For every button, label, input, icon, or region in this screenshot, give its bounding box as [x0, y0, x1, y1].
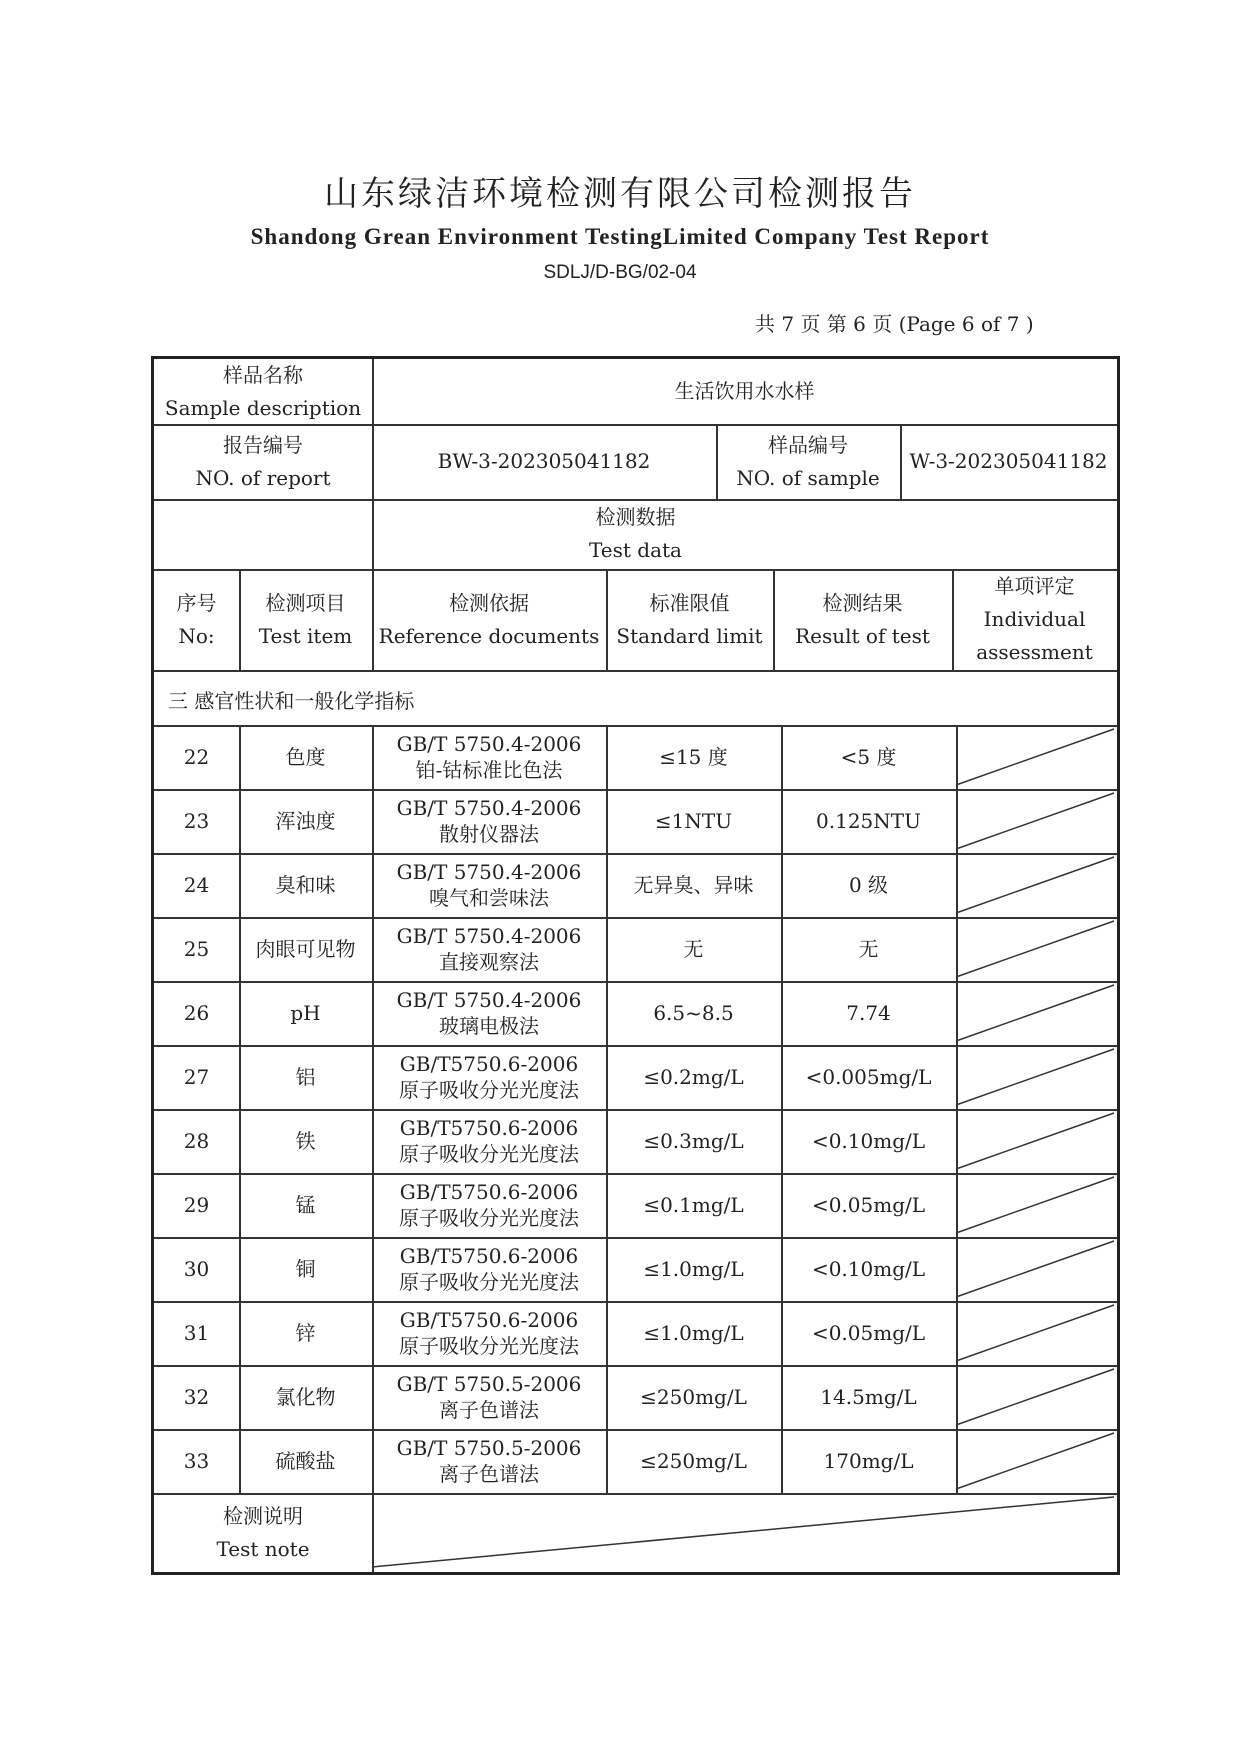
- row-standard-limit: ≤15 度: [659, 744, 728, 769]
- row-reference-standard: GB/T5750.6-2006: [399, 1308, 579, 1332]
- row-number: 23: [183, 808, 210, 833]
- row-reference-method: 原子吸收分光光度法: [399, 1142, 579, 1166]
- row-test-item: 硫酸盐: [275, 1448, 336, 1473]
- column-header-reference-cn: 检测依据: [449, 590, 529, 615]
- row-standard-limit: 6.5~8.5: [653, 1000, 734, 1025]
- row-number: 29: [183, 1192, 210, 1217]
- row-result: <0.05mg/L: [811, 1320, 926, 1345]
- row-standard-limit: ≤0.2mg/L: [643, 1064, 744, 1089]
- row-reference-method: 嗅气和尝味法: [429, 886, 549, 910]
- sample-number-label-cn: 样品编号: [768, 432, 848, 457]
- row-reference-standard: GB/T5750.6-2006: [399, 1116, 579, 1140]
- row-reference-standard: GB/T5750.6-2006: [399, 1180, 579, 1204]
- row-reference-standard: GB/T 5750.4-2006: [396, 924, 582, 948]
- assessment-diagonal: [956, 1369, 1114, 1425]
- row-reference-method: 离子色谱法: [439, 1398, 539, 1422]
- row-number: 26: [183, 1000, 210, 1025]
- row-standard-limit: ≤0.3mg/L: [643, 1128, 744, 1153]
- column-header-no-en: No:: [178, 623, 215, 648]
- row-reference-standard: GB/T 5750.4-2006: [396, 796, 582, 820]
- row-reference-method: 原子吸收分光光度法: [399, 1078, 579, 1102]
- column-header-reference-en: Reference documents: [378, 623, 600, 648]
- report-number-label-cn: 报告编号: [223, 432, 303, 457]
- row-test-item: 色度: [285, 744, 326, 769]
- row-test-item: 铝: [295, 1064, 316, 1089]
- row-number: 24: [183, 872, 210, 897]
- assessment-diagonal: [956, 985, 1114, 1041]
- assessment-diagonal: [956, 1177, 1114, 1233]
- row-standard-limit: ≤1NTU: [654, 808, 733, 833]
- assessment-diagonal: [956, 1113, 1114, 1169]
- row-test-item: 锰: [295, 1192, 316, 1217]
- row-reference-method: 原子吸收分光光度法: [399, 1270, 579, 1294]
- row-number: 31: [183, 1320, 210, 1345]
- row-standard-limit: ≤250mg/L: [640, 1384, 747, 1409]
- column-header-standard-limit-en: Standard limit: [616, 623, 763, 648]
- row-test-item: 铁: [295, 1128, 316, 1153]
- row-reference-method: 直接观察法: [439, 950, 539, 974]
- row-result: 无: [858, 936, 879, 961]
- sample-description-value: 生活饮用水水样: [674, 379, 815, 403]
- row-result: <0.005mg/L: [805, 1064, 932, 1089]
- column-header-no-cn: 序号: [176, 590, 217, 615]
- column-header-standard-limit-cn: 标准限值: [649, 590, 730, 615]
- row-result: <0.05mg/L: [811, 1192, 926, 1217]
- assessment-diagonal: [956, 857, 1114, 913]
- row-result: 0 级: [848, 872, 889, 897]
- row-result: <0.10mg/L: [811, 1256, 926, 1281]
- row-test-item: 锌: [295, 1320, 316, 1345]
- row-number: 32: [183, 1384, 210, 1409]
- test-data-heading-cn: 检测数据: [595, 505, 676, 529]
- report-title-en: Shandong Grean Environment TestingLimited Company Test Report: [250, 224, 990, 249]
- assessment-diagonal: [956, 793, 1114, 849]
- row-reference-standard: GB/T5750.6-2006: [399, 1244, 579, 1268]
- column-header-assessment-en-2: assessment: [976, 640, 1093, 664]
- row-test-item: 铜: [295, 1256, 316, 1281]
- row-test-item: pH: [290, 1000, 321, 1025]
- row-reference-standard: GB/T 5750.4-2006: [396, 988, 582, 1012]
- row-result: 14.5mg/L: [820, 1384, 917, 1409]
- row-reference-method: 散射仪器法: [439, 822, 539, 846]
- row-standard-limit: 无异臭、异味: [633, 872, 754, 897]
- row-number: 28: [183, 1128, 210, 1153]
- row-standard-limit: ≤250mg/L: [640, 1448, 747, 1473]
- report-title-cn: 山东绿洁环境检测有限公司检测报告: [324, 174, 916, 214]
- row-result: <5 度: [840, 744, 897, 769]
- assessment-diagonal: [956, 1241, 1114, 1297]
- row-standard-limit: 无: [683, 936, 704, 961]
- sample-number-label-en: NO. of sample: [736, 465, 880, 490]
- row-result: <0.10mg/L: [811, 1128, 926, 1153]
- empty-cell-diagonals: [154, 359, 1117, 1572]
- row-number: 30: [183, 1256, 210, 1281]
- column-header-test-item-en: Test item: [258, 623, 353, 648]
- row-reference-standard: GB/T 5750.4-2006: [396, 732, 582, 756]
- row-number: 33: [183, 1448, 210, 1473]
- row-reference-standard: GB/T 5750.4-2006: [396, 860, 582, 884]
- row-standard-limit: ≤1.0mg/L: [643, 1320, 744, 1345]
- note-diagonal: [372, 1497, 1114, 1567]
- column-header-test-item-cn: 检测项目: [265, 590, 346, 615]
- row-number: 22: [183, 744, 210, 769]
- column-header-result-en: Result of test: [795, 623, 930, 648]
- row-reference-method: 原子吸收分光光度法: [399, 1206, 579, 1230]
- row-reference-method: 玻璃电极法: [439, 1014, 539, 1038]
- row-reference-standard: GB/T 5750.5-2006: [396, 1436, 582, 1460]
- row-number: 25: [183, 936, 210, 961]
- column-header-assessment-en: Individual: [983, 607, 1086, 631]
- row-test-item: 肉眼可见物: [255, 936, 356, 961]
- row-number: 27: [183, 1064, 210, 1089]
- test-report-table: [151, 356, 1120, 1575]
- assessment-diagonal: [956, 729, 1114, 785]
- row-reference-method: 铂-钴标准比色法: [415, 758, 563, 782]
- assessment-diagonal: [956, 1049, 1114, 1105]
- assessment-diagonal: [956, 921, 1114, 977]
- sample-description-label-en: Sample description: [164, 395, 362, 420]
- row-test-item: 浑浊度: [275, 808, 336, 833]
- assessment-diagonal: [956, 1305, 1114, 1361]
- row-standard-limit: ≤0.1mg/L: [643, 1192, 744, 1217]
- assessment-diagonal: [956, 1433, 1114, 1489]
- row-reference-method: 原子吸收分光光度法: [399, 1334, 579, 1358]
- column-header-assessment-cn: 单项评定: [994, 574, 1075, 598]
- sample-number-value: W-3-202305041182: [909, 449, 1108, 473]
- row-reference-standard: GB/T 5750.5-2006: [396, 1372, 582, 1396]
- row-test-item: 氯化物: [275, 1384, 336, 1409]
- page-info: 共 7 页 第 6 页 (Page 6 of 7 ): [755, 312, 1034, 336]
- row-result: 0.125NTU: [816, 808, 921, 833]
- row-result: 7.74: [846, 1000, 891, 1025]
- report-number-label-en: NO. of report: [195, 465, 331, 490]
- test-data-heading-en: Test data: [589, 538, 682, 562]
- document-code: SDLJ/D-BG/02-04: [543, 262, 697, 283]
- row-reference-method: 离子色谱法: [439, 1462, 539, 1486]
- row-test-item: 臭和味: [275, 872, 336, 897]
- row-result: 170mg/L: [823, 1448, 914, 1473]
- section-title: 三 感官性状和一般化学指标: [168, 689, 415, 713]
- test-note-label-cn: 检测说明: [223, 1503, 303, 1528]
- row-reference-standard: GB/T5750.6-2006: [399, 1052, 579, 1076]
- test-note-label-en: Test note: [216, 1536, 310, 1561]
- sample-description-label-cn: 样品名称: [223, 362, 303, 387]
- column-header-result-cn: 检测结果: [822, 590, 903, 615]
- row-standard-limit: ≤1.0mg/L: [643, 1256, 744, 1281]
- report-number-value: BW-3-202305041182: [437, 449, 651, 473]
